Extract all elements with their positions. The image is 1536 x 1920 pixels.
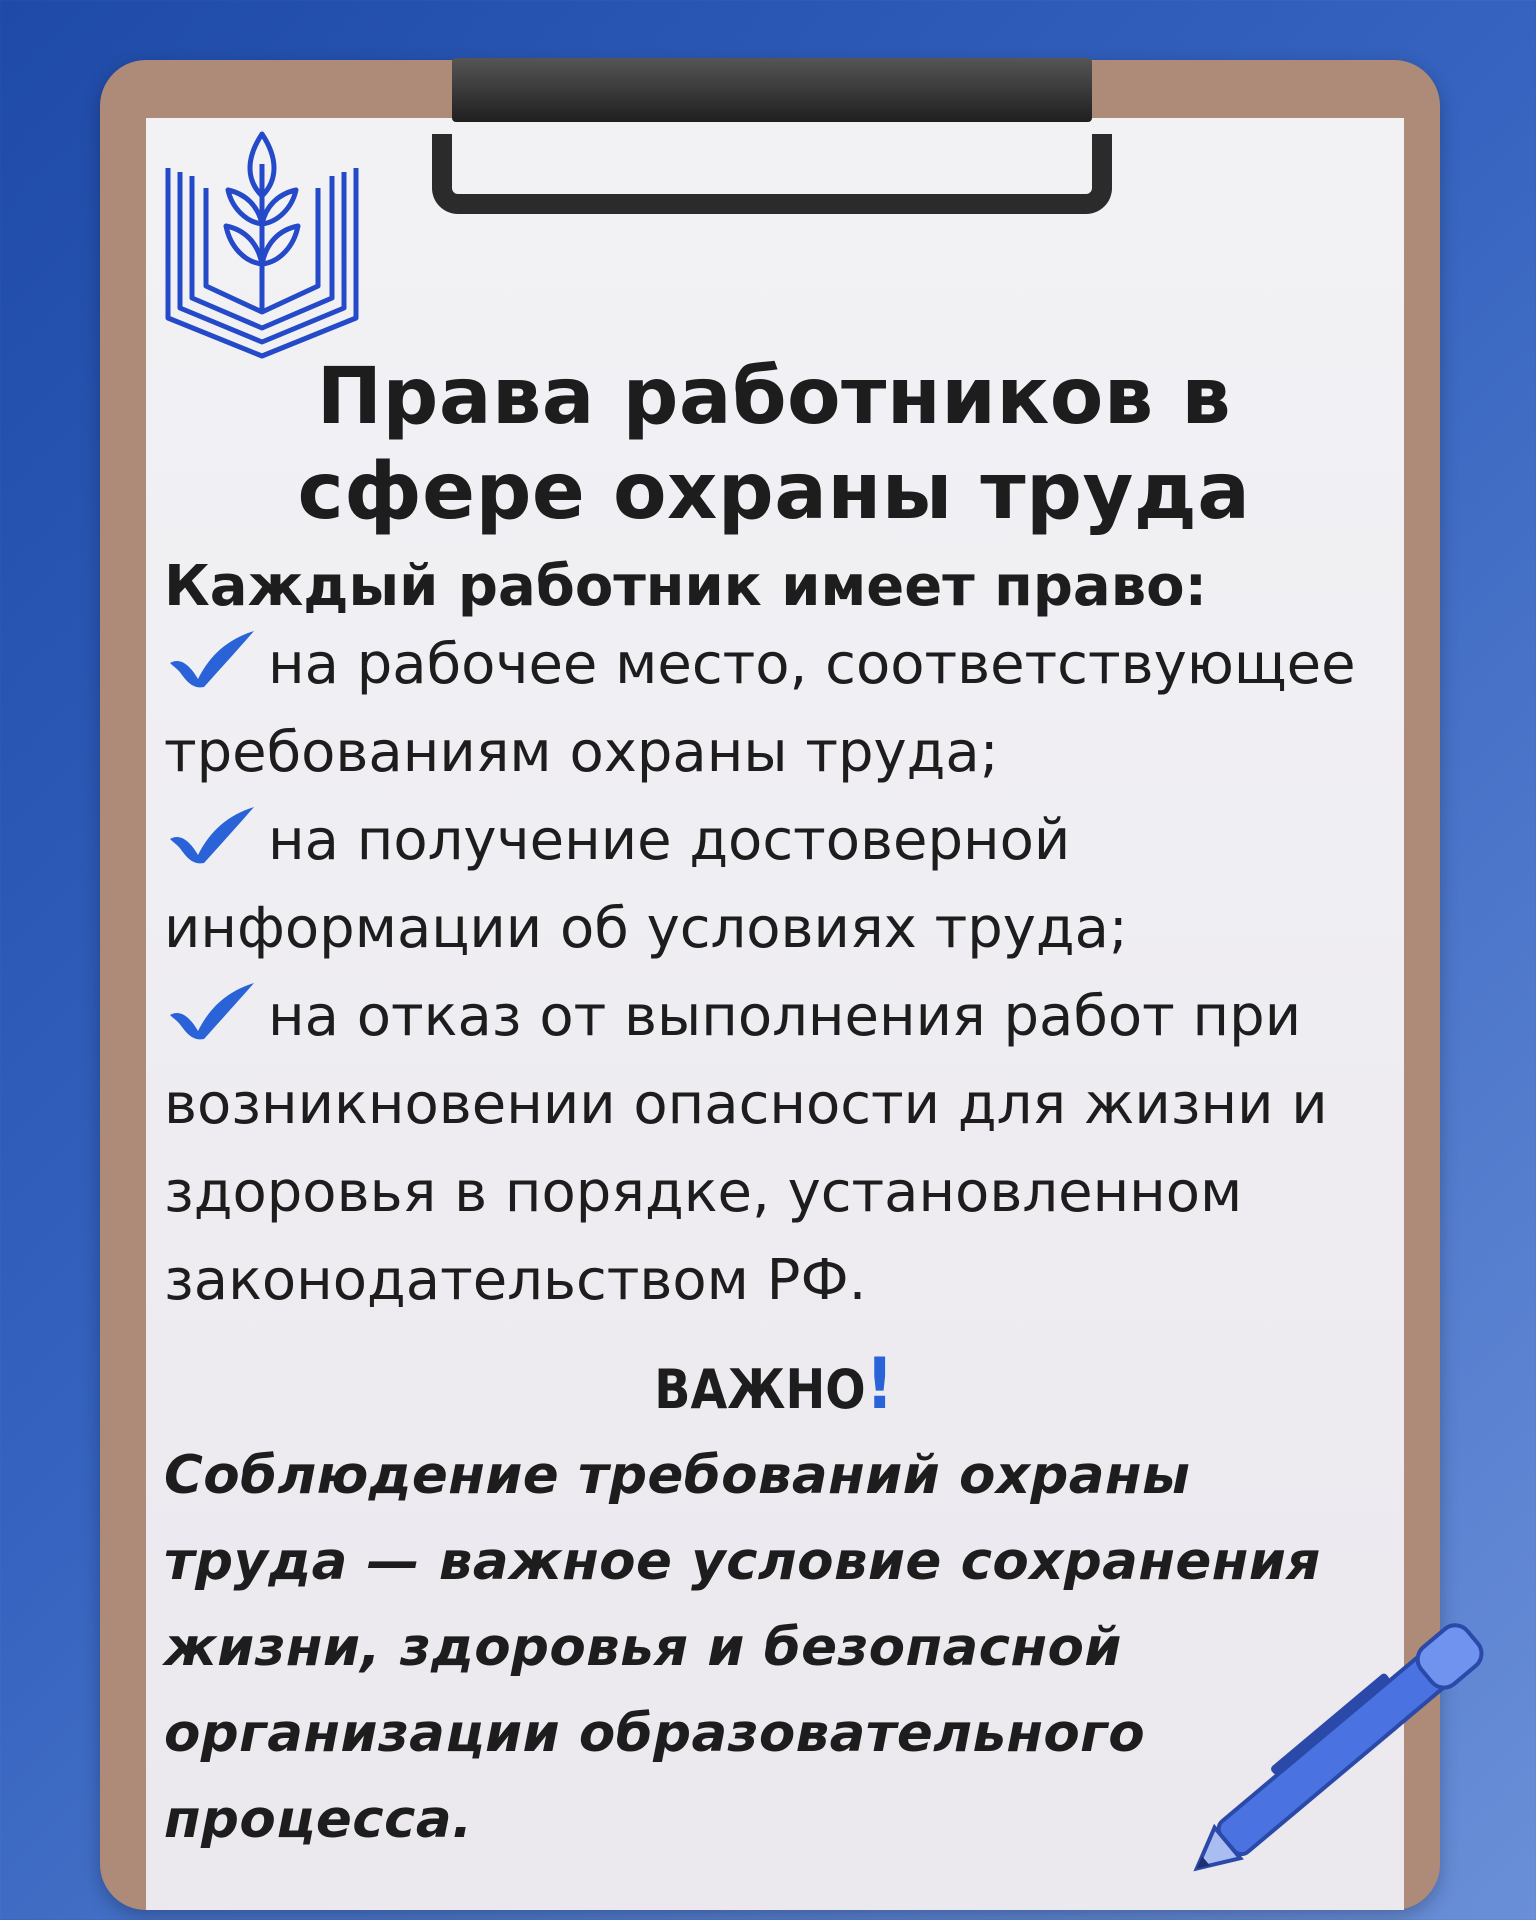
intro-text: Каждый работник имеет право: [164, 554, 1208, 620]
check-icon [164, 805, 260, 865]
right-item [164, 797, 1384, 973]
check-icon [164, 981, 260, 1041]
pen-icon [1150, 1560, 1536, 1920]
page-title: Права работников в сфере охраны труда [297, 352, 1251, 538]
important-heading [237, 1343, 1311, 1425]
book-wheat-logo [158, 128, 366, 360]
important-mark: ! [865, 1343, 894, 1426]
important-note: Соблюдение требований охраны труда — важное условие сохранения жизни, здоровья и безопасной организации образовательного процесса. [164, 1445, 1321, 1851]
important-label: ВАЖНО [654, 1358, 866, 1422]
clip-bar [452, 58, 1092, 122]
right-text: на рабочее место, соответствующее требованиям охраны труда; [164, 632, 1356, 786]
right-text: на получение достоверной информации об условиях труда; [164, 808, 1128, 962]
clip-loop [432, 134, 1112, 214]
check-icon [164, 629, 260, 689]
right-item [164, 973, 1384, 1325]
right-text: на отказ от выполнения работ при возникновении опасности для жизни и здоровья в порядке, установленном законодательством РФ. [164, 984, 1328, 1314]
right-item [164, 621, 1384, 797]
